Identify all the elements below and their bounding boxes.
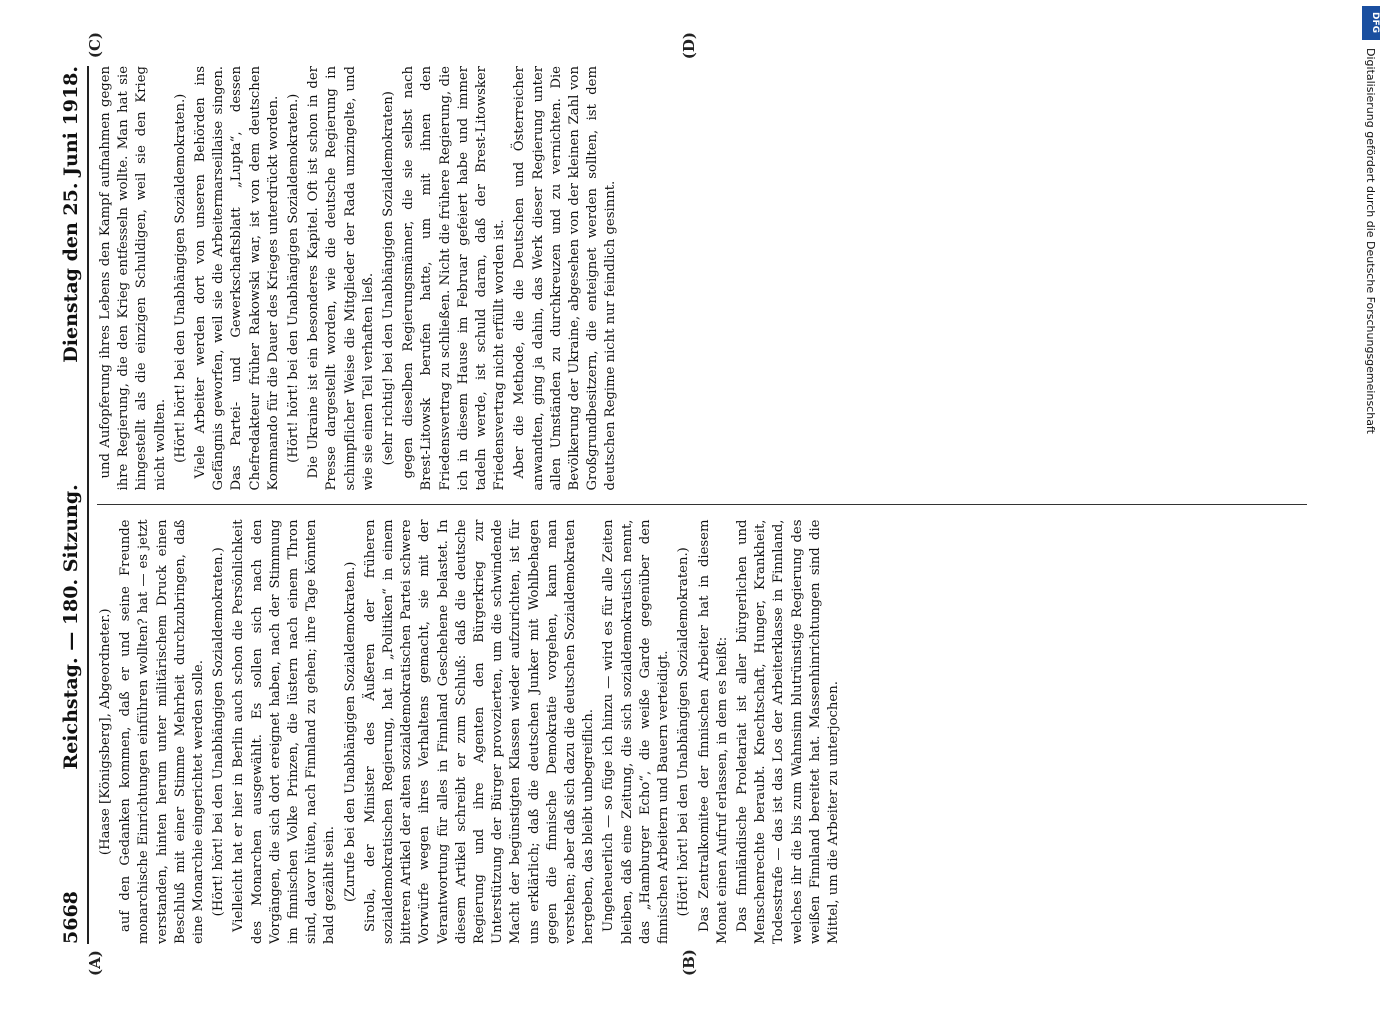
paragraph: und Aufopferung ihres Lebens den Kampf aufnahmen gegen ihre Regierung, die den Krieg entfesseln wollte. Man hat sie hingestellt als die einzigen Schuldigen, weil sie den Krieg nicht wollten. <box>98 66 168 491</box>
paragraph: auf den Gedanken kommen, daß er und seine Freunde monarchische Einrichtungen einführen wollten? hat — es jetzt verstanden, hinten herum unter militärischem Druck einen Beschluß mit einer Stimme Mehrheit durchzubringen, daß eine Monarchie eingerichtet werden solle. <box>118 519 207 944</box>
paragraph: Vielleicht hat er hier in Berlin auch schon die Persönlichkeit des Monarchen ausgewählt. Es sollen sich nach den Vorgängen, die sich dort ereignet haben, nach der Stimmung im finnischen Volke Prinzen, die lüstern nach einem Thron sind, davor hüten, nach Finnland zu gehen; ihre Tage könnten bald gezählt sein. <box>231 519 338 944</box>
paragraph: Das Zentralkomitee der finnischen Arbeiter hat in diesem Monat einen Aufruf erlassen, in dem es heißt: <box>696 519 730 944</box>
interjection: (Hört! hört! bei den Unabhängigen Sozialdemokraten.) <box>286 93 302 463</box>
rotated-document-page <box>40 32 1340 976</box>
interjection: (Hört! hört! bei den Unabhängigen Sozialdemokraten.) <box>676 547 692 917</box>
page-date: Dienstag den 25. Juni 1918. <box>60 66 82 363</box>
interjection: (Hört! hört! bei den Unabhängigen Sozialdemokraten.) <box>211 547 227 917</box>
speaker-line: (Haase [Königsberg], Abgeordneter.) <box>98 608 113 856</box>
margin-marker-c: (C) <box>86 32 104 59</box>
margin-marker-b: (B) <box>680 949 698 976</box>
paragraph: Aber die Methode, die die Deutschen und Österreicher anwandten, ging ja dahin, das Werk dieser Regierung unter allen Umständen zu durchkreuzen und zu vernichten. Die Bevölkerung der Ukraine, abgesehen von der kleinen Zahl von Großgrundbesitzern, die enteignet werden sollten, ist dem deutschen Regime nicht nur feindlich gesinnt. <box>512 66 619 491</box>
margin-marker-d: (D) <box>680 32 698 60</box>
paragraph: Das finnländische Proletariat ist aller bürgerlichen und Menschenrechte beraubt. Knechtschaft, Hunger, Krankheit, Todesstrafe — das ist das Los der Arbeiterklasse in Finnland, welches ihr die bis zum Wahnsinn blutrünstige Regierung des weißen Finnland bereitet hat. Massenhinrichtungen sind die Mittel, um die Arbeiter zu unterjochen. <box>734 519 841 944</box>
interjection: (Zurufe bei den Unabhängigen Sozialdemokraten.) <box>342 561 358 902</box>
paragraph: Ungeheuerlich — so füge ich hinzu — wird es für alle Zeiten bleiben, daß eine Zeitung, die sich sozialdemokratisch nennt, das „Hamburger Echo“, die weiße Garde gegenüber den finnischen Arbeitern und Bauern verteidigt. <box>601 519 672 944</box>
paragraph: Sirola, der Minister des Äußeren der früheren sozialdemokratischen Regierung, hat in „Politiken“ in einem bitteren Artikel der alten sozialdemokratischen Partei schwere Vorwürfe wegen ihres Verhaltens gemacht, sie mit der Verantwortung für alles in Finnland Geschehene belastet. In diesem Artikel schreibt er zum Schluß: daß die deutsche Regierung und ihre Agenten den Bürgerkrieg zur Unterstützung der Bürger provozierten, um die schwindende Macht der begünstigten Klassen wieder aufzurichten, ist für uns erklärlich; daß die deutschen Junker mit Wohlbehagen gegen die finnische Demokratie vorgehen, kann man verstehen; aber daß sich dazu die deutschen Sozialdemokraten hergeben, das bleibt unbegreiflich. <box>362 519 597 944</box>
page-number: 5668 <box>60 891 82 944</box>
interjection: (sehr richtig! bei den Unabhängigen Sozialdemokraten) <box>381 91 397 466</box>
right-column <box>97 66 1307 491</box>
margin-marker-a: (A) <box>86 950 104 976</box>
page-header <box>60 66 89 944</box>
left-column <box>97 520 1307 945</box>
dfg-logo: DFG <box>1362 6 1380 40</box>
column-divider <box>97 505 1307 506</box>
interjection: (Hört! hört! bei den Unabhängigen Sozialdemokraten.) <box>172 93 188 463</box>
digitization-credit: Digitalisierung gefördert durch die Deutsche Forschungsgemeinschaft <box>1364 48 1377 434</box>
paragraph: Viele Arbeiter werden dort von unseren Behörden ins Gefängnis geworfen, weil sie die Arbeitermarseillaise singen. Das Partei- und Gewerkschaftsblatt „Lupta“, dessen Chefredakteur früher Rakowski war, ist von dem deutschen Kommando für die Dauer des Krieges unterdrückt worden. <box>193 66 281 491</box>
page-title: Reichstag. — 180. Sitzung. <box>60 484 82 770</box>
paragraph: gegen dieselben Regierungsmänner, die sie selbst nach Brest-Litowsk berufen hatte, um mit ihnen den Friedensvertrag zu schließen. Nicht die frühere Regierung, die ich in diesem Hause im Februar gefeiert habe und immer tadeln werde, ist schuld daran, daß der Brest-Litowsker Friedensvertrag nicht erfüllt worden ist. <box>401 66 508 491</box>
text-columns <box>97 66 1307 944</box>
paragraph: Die Ukraine ist ein besonderes Kapitel. Oft ist schon in der Presse dargestellt worden, wie die deutsche Regierung in schimpflicher Weise die Mitglieder der Rada umzingelte, und wie sie einen Teil verhaften ließ. <box>306 66 376 491</box>
